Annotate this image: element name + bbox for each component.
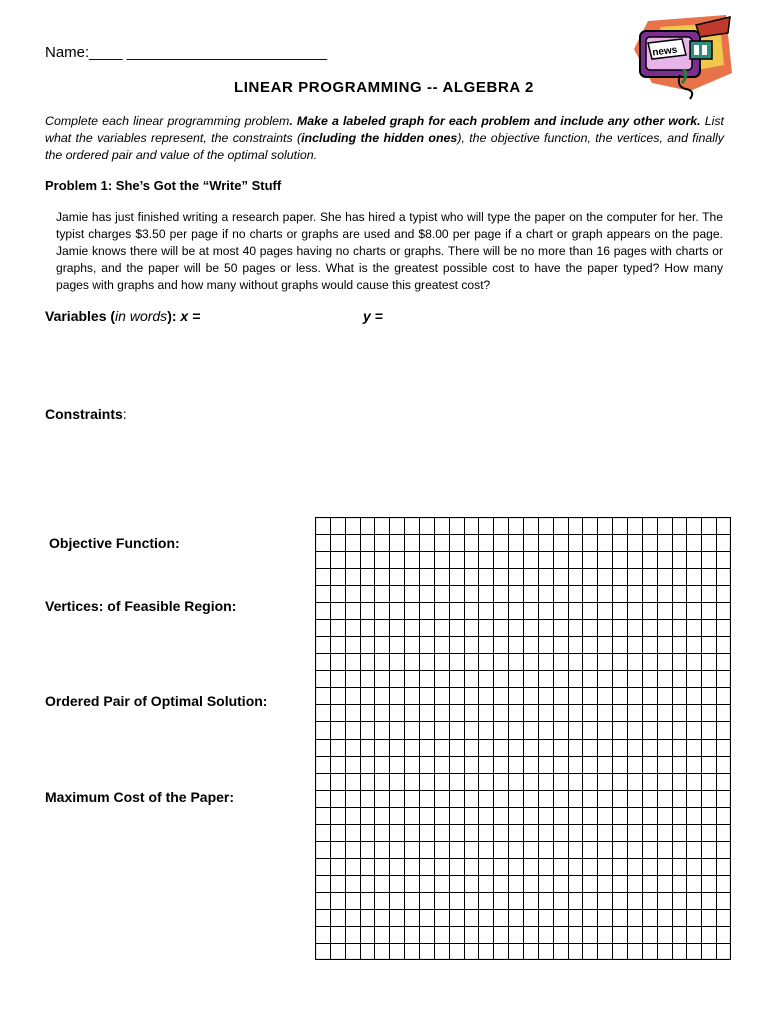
x-label: x = [180, 308, 201, 324]
problem-heading: Problem 1: She’s Got the “Write” Stuff [45, 178, 282, 193]
problem-text: Jamie has just finished writing a research paper. She has hired a typist who will type the paper on the computer for her. The typist charges $3.50 per page if no charts or graphs are used and $8.00 per page if a chart or graph appears on the page. Jamie knows there will be at most 40 pages having no charts or graphs. There will be no more than 16 pages with charts or graphs, and the paper will be 50 pages or less. What is the greatest possible cost to have the paper typed? How many pages with graphs and how many without graphs would cause this greatest cost? [56, 210, 723, 292]
y-label: y = [363, 308, 383, 324]
grid-lines [315, 517, 731, 960]
variables-in-words: in words [115, 308, 168, 324]
constraints-label: Constraints [45, 406, 123, 422]
max-cost-label: Maximum Cost of the Paper: [45, 789, 235, 805]
vertices-label: Vertices: of Feasible Region: [45, 598, 237, 614]
variables-field[interactable] [45, 308, 645, 324]
constraints-colon: : [122, 406, 127, 422]
news-sign-text: news [651, 44, 678, 59]
page-title: LINEAR PROGRAMMING -- ALGEBRA 2 [234, 79, 534, 96]
instructions-part-3: List what the variables represent, the constraints ( [45, 114, 724, 145]
ordered-pair-label: Ordered Pair of Optimal Solution: [45, 693, 268, 709]
name-field-line[interactable]: Name:____ ________________________ [45, 44, 327, 61]
instructions-part-5: ), the objective function, the vertices, and finally the ordered pair and value of the optimal solution. [45, 131, 724, 162]
instructions-part-4: including the hidden ones [301, 131, 458, 145]
objective-function-label: Objective Function: [49, 535, 180, 551]
constraints-field[interactable] [45, 406, 127, 422]
instructions-part-1: Complete each linear programming problem [45, 114, 290, 128]
variables-close: ): [167, 308, 181, 324]
instructions-paragraph [45, 113, 724, 164]
instructions-part-2: . Make a labeled graph for each problem and include any other work. [289, 114, 701, 128]
graph-grid[interactable] [315, 517, 731, 960]
variables-label: Variables ( [45, 308, 116, 324]
